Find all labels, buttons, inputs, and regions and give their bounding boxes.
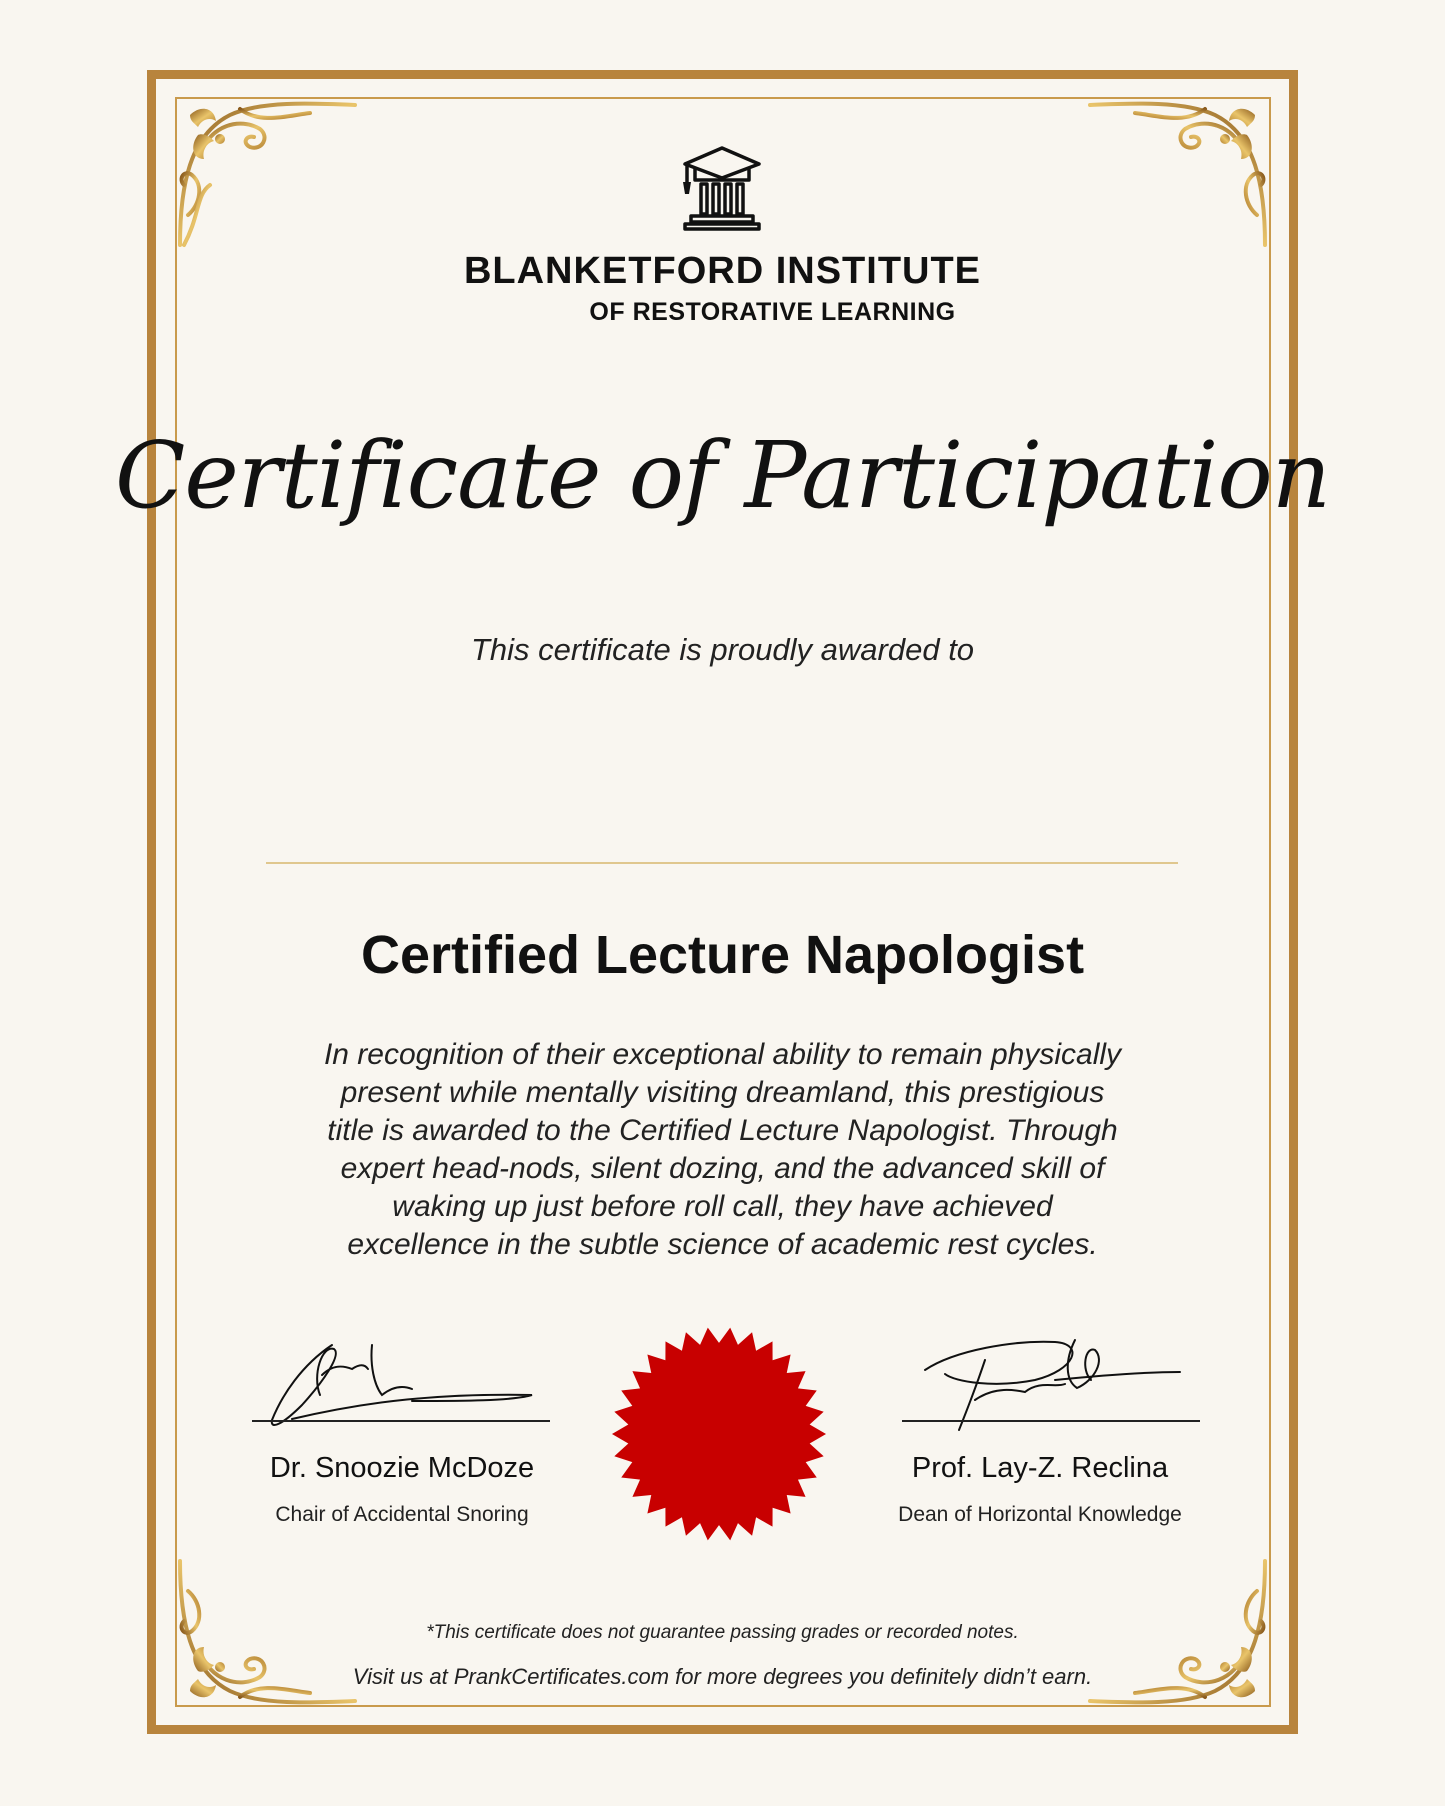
footer-disclaimer: *This certificate does not guarantee passing grades or recorded notes. xyxy=(426,1622,1019,1643)
signatory-1-name: Dr. Snoozie McDoze xyxy=(269,1452,535,1484)
footer-visit-text: Visit us at PrankCertificates.com for more degrees you definitely didn’t earn. xyxy=(352,1664,1093,1689)
signature-line-2 xyxy=(902,1420,1200,1422)
ornament-corner-icon xyxy=(170,95,360,255)
signature-2-icon xyxy=(915,1330,1185,1440)
institution-name: BLANKETFORD INSTITUTE xyxy=(463,250,982,292)
red-seal-icon xyxy=(610,1325,828,1543)
signatory-2-role: Dean of Horizontal Knowledge xyxy=(898,1503,1182,1526)
certificate-description: In recognition of their exceptional ability to remain physically present while mentally visiting dreamland, this prestigious title is awarded to the Certified Lecture Napologist. Through expert head-nods, silent dozing, and the advanced skill of waking up just before roll call, they have achieved excellence in the subtle science of academic rest cycles. xyxy=(323,1038,1122,1261)
institution-subtitle: OF RESTORATIVE LEARNING xyxy=(589,298,956,326)
awarded-to-text: This certificate is proudly awarded to xyxy=(470,632,975,667)
signatory-1-role: Chair of Accidental Snoring xyxy=(275,1503,529,1526)
certificate-title: Certificate of Participation xyxy=(114,422,1331,529)
honor-title: Certified Lecture Napologist xyxy=(360,925,1085,985)
ornament-corner-icon xyxy=(1085,95,1275,255)
seal-starburst xyxy=(612,1328,826,1541)
graduation-building-icon xyxy=(675,142,769,232)
recipient-name-line xyxy=(266,862,1178,864)
signatory-2-name: Prof. Lay-Z. Reclina xyxy=(911,1452,1169,1484)
signature-line-1 xyxy=(252,1420,550,1422)
